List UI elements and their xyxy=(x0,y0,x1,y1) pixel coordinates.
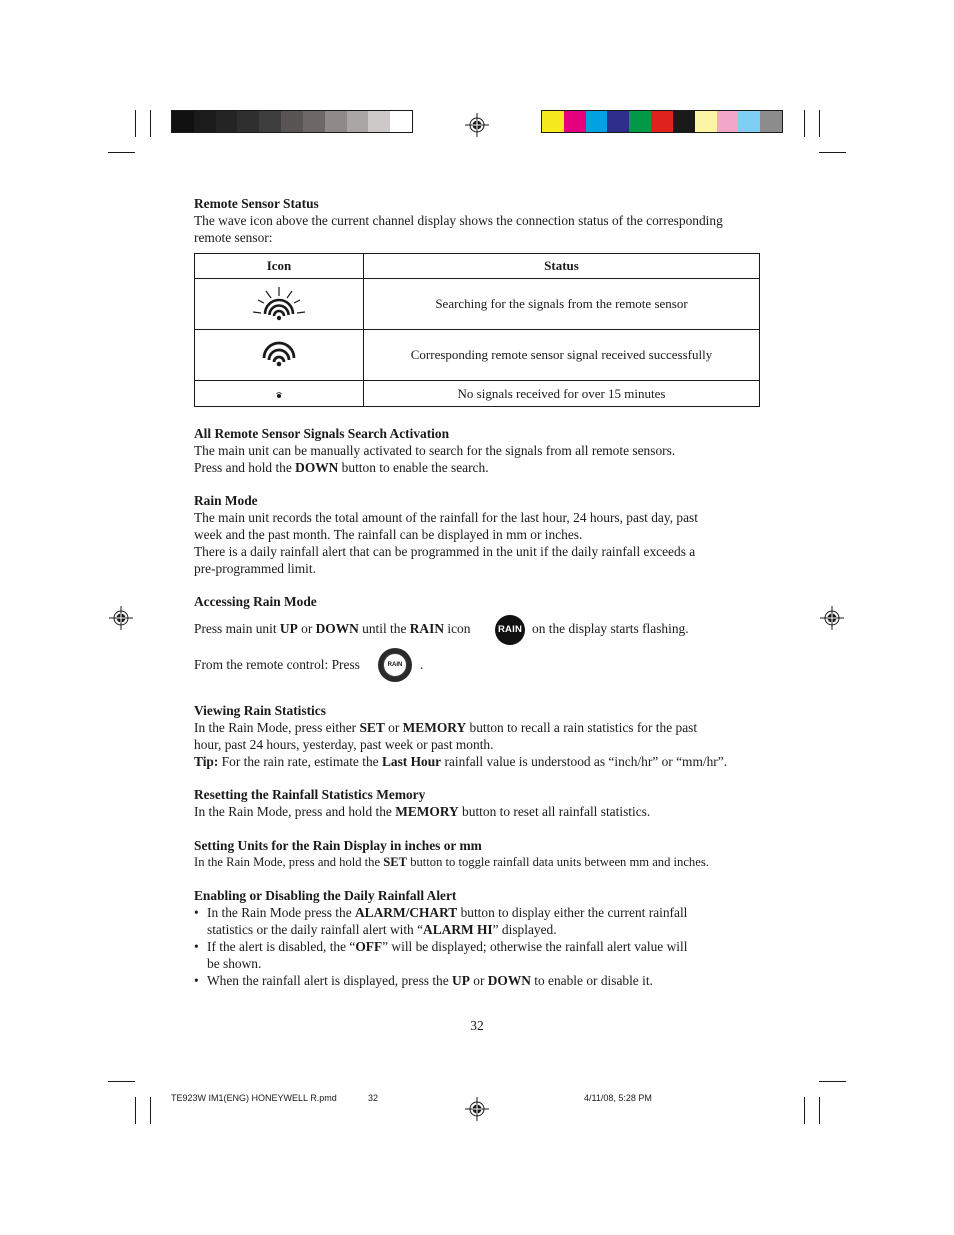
paragraph-line: The main unit can be manually activated to search for the signals from all remote sensors. xyxy=(194,443,676,458)
sensor-status-table xyxy=(194,253,760,407)
paragraph-line: In the Rain Mode, press and hold the MEMORY button to reset all rainfall statistics. xyxy=(194,804,651,819)
section-title-rain-mode: Rain Mode xyxy=(194,493,258,508)
table-cell-icon xyxy=(195,381,364,407)
section-title-daily-rainfall-alert: Enabling or Disabling the Daily Rainfall Alert xyxy=(194,888,457,903)
paragraph-line: remote sensor: xyxy=(194,230,273,245)
color-calibration-bar xyxy=(541,110,783,133)
bullet-icon: • xyxy=(194,905,199,920)
paragraph-line: pre-programmed limit. xyxy=(194,561,316,576)
paragraph-line: The main unit records the total amount of the rainfall for the last hour, 24 hours, past day, past xyxy=(194,510,698,525)
table-cell-status: Corresponding remote sensor signal received successfully xyxy=(364,330,760,381)
no-signal-dot-icon xyxy=(273,389,285,401)
paragraph-line: There is a daily rainfall alert that can be programmed in the unit if the daily rainfall exceeds a xyxy=(194,544,696,559)
paragraph-line: In the Rain Mode, press either SET or MEMORY button to recall a rain statistics for the past xyxy=(194,720,698,735)
bullet-icon: • xyxy=(194,939,199,954)
list-item: If the alert is disabled, the “OFF” will be displayed; otherwise the rainfall alert value will xyxy=(207,939,688,954)
table-cell-status: Searching for the signals from the remote sensor xyxy=(364,279,760,330)
section-title-remote-sensor-status: Remote Sensor Status xyxy=(194,196,319,211)
table-header-status: Status xyxy=(364,254,760,279)
table-row xyxy=(195,330,760,381)
registration-mark-icon xyxy=(109,606,133,630)
table-row xyxy=(195,279,760,330)
bullet-icon: • xyxy=(194,973,199,988)
section-title-search-activation: All Remote Sensor Signals Search Activation xyxy=(194,426,450,441)
paragraph-line: From the remote control: Press xyxy=(194,657,360,672)
paragraph-line: week and the past month. The rainfall can be displayed in mm or inches. xyxy=(194,527,583,542)
paragraph-line: . xyxy=(420,657,424,672)
section-title-setting-units: Setting Units for the Rain Display in inches or mm xyxy=(194,838,482,853)
table-header-icon: Icon xyxy=(195,254,364,279)
footer-date: 4/11/08, 5:28 PM xyxy=(584,1093,652,1103)
footer-filename: TE923W IM1(ENG) HONEYWELL R.pmd xyxy=(171,1093,337,1103)
paragraph-line: hour, past 24 hours, yesterday, past week or past month. xyxy=(194,737,494,752)
list-item-continuation: be shown. xyxy=(207,956,262,971)
remote-rain-button xyxy=(378,648,412,682)
table-cell-icon xyxy=(195,330,364,381)
paragraph-line: Press and hold the DOWN button to enable the search. xyxy=(194,460,489,475)
registration-mark-icon xyxy=(820,606,844,630)
registration-mark-icon xyxy=(465,1097,489,1121)
list-item: When the rainfall alert is displayed, press the UP or DOWN to enable or disable it. xyxy=(207,973,653,988)
searching-wave-icon xyxy=(249,284,309,324)
list-item-continuation: statistics or the daily rainfall alert with “ALARM HI” displayed. xyxy=(207,922,557,937)
grayscale-calibration-bar xyxy=(171,110,413,133)
section-title-resetting-memory: Resetting the Rainfall Statistics Memory xyxy=(194,787,426,802)
paragraph-line: In the Rain Mode, press and hold the SET button to toggle rainfall data units between mm and inches. xyxy=(194,855,709,869)
paragraph-line: Press main unit UP or DOWN until the RAIN icon xyxy=(194,621,471,636)
table-row xyxy=(195,381,760,407)
rain-icon: RAIN xyxy=(495,615,525,645)
page-number: 32 xyxy=(470,1018,484,1033)
paragraph-line: on the display starts flashing. xyxy=(532,621,689,636)
paragraph-line: Tip: For the rain rate, estimate the Last Hour rainfall value is understood as “inch/hr” or “mm/hr”. xyxy=(194,754,728,769)
paragraph-line: The wave icon above the current channel display shows the connection status of the corresponding xyxy=(194,213,723,228)
section-title-accessing-rain-mode: Accessing Rain Mode xyxy=(194,594,317,609)
table-cell-icon xyxy=(195,279,364,330)
footer-page: 32 xyxy=(368,1093,379,1103)
received-wave-icon xyxy=(259,340,299,370)
registration-mark-icon xyxy=(465,113,489,137)
list-item: In the Rain Mode press the ALARM/CHART button to display either the current rainfall xyxy=(207,905,688,920)
remote-rain-button-label: RAIN xyxy=(383,653,407,677)
section-title-viewing-rain-statistics: Viewing Rain Statistics xyxy=(194,703,326,718)
table-cell-status: No signals received for over 15 minutes xyxy=(364,381,760,407)
